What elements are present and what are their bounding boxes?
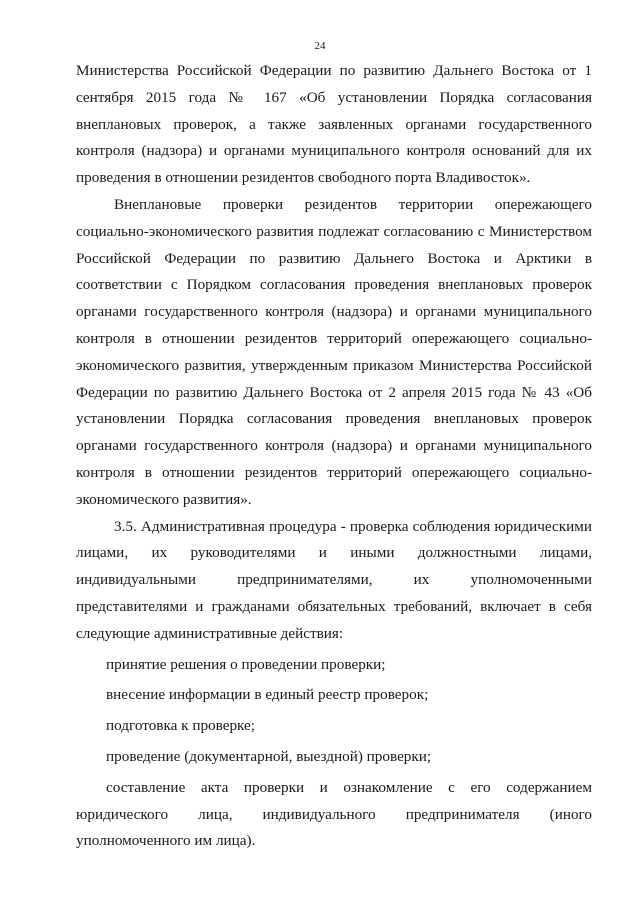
list-item: подготовка к проверке;: [106, 717, 256, 735]
paragraph-section-3-5: 3.5. Административная процедура - проверка соблюдения юридическими лицами, их руководителями и иными должностными лицами, индивидуальными предпринимателями, их уполномоченными представителями и гражданами обязательных требований, включает в себя следующие административные действия:: [76, 517, 592, 642]
paragraph-unscheduled-inspections: Внеплановые проверки резидентов территории опережающего социально-экономического развития подлежат согласованию с Министерством Российской Федерации по развитию Дальнего Востока и Арктики в соответствии с Порядком согласования проведения внеплановых проверок органами государственного контроля (надзора) и органами муниципального контроля в отношении резидентов территорий опережающего социально-экономического развития, утвержденным приказом Министерства Российской Федерации по развитию Дальнего Востока от 2 апреля 2015 года № 43 «Об установлении Порядка согласования проведения внеплановых проверок органами государственного контроля (надзора) и органами муниципального контроля в отношении резидентов территорий опережающего социально-экономического развития».: [76, 195, 592, 508]
paragraph-continuation: Министерства Российской Федерации по развитию Дальнего Востока от 1 сентября 2015 года № 167 «Об установлении Порядка согласования внеплановых проверок, а также заявленных органами государственного контроля (надзора) и органами муниципального контроля оснований для их проведения в отношении резидентов свободного порта Владивосток».: [76, 62, 592, 187]
list-item: проведение (документарной, выездной) проверки;: [106, 747, 432, 765]
page-number: 24: [314, 40, 326, 52]
list-item: внесение информации в единый реестр проверок;: [106, 686, 429, 704]
list-item: составление акта проверки и ознакомление с его содержанием юридического лица, индивидуального предпринимателя (иного уполномоченного им лица).: [76, 778, 592, 850]
document-body: [76, 58, 592, 855]
list-item: принятие решения о проведении проверки;: [106, 655, 386, 673]
